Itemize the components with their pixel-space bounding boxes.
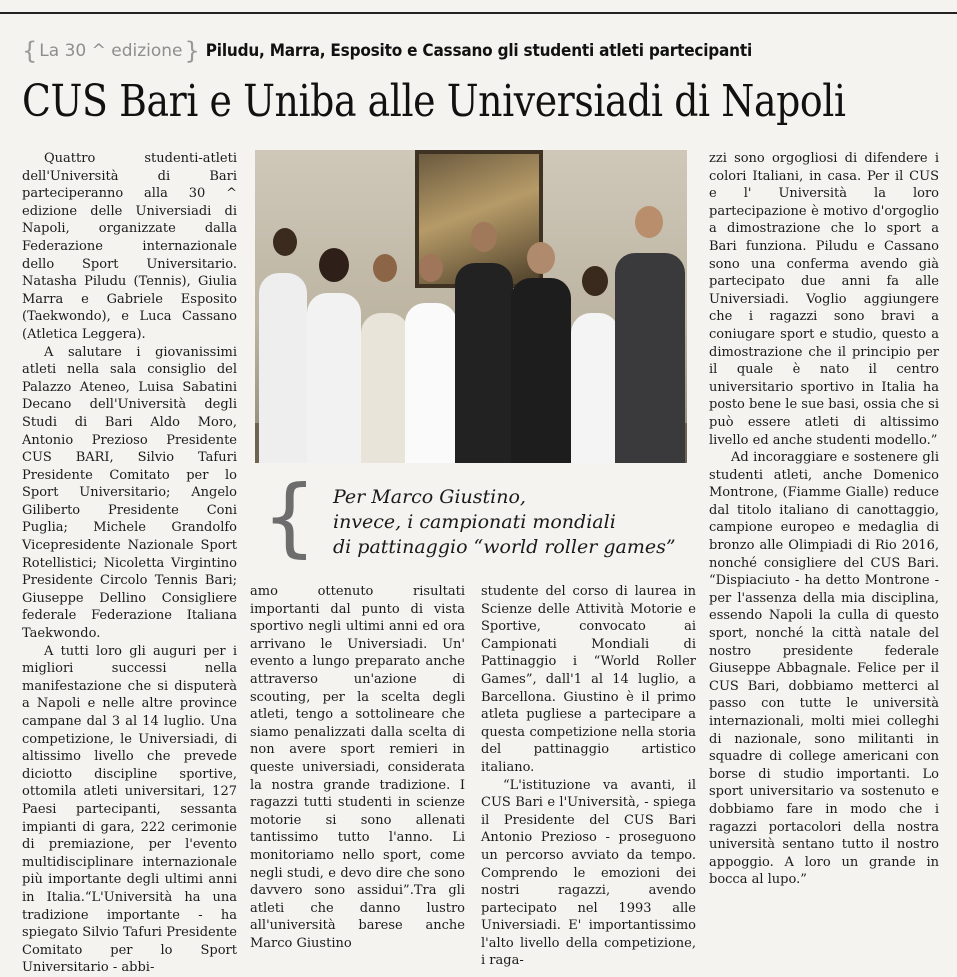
paragraph: amo ottenuto risultati importanti dal punto di vista sportivo negli ultimi anni ed ora arrivano le Universiadi. Un' evento a lungo preparato anche attraverso un'azione di scouting, per la scelta degli atleti, tengo a sottolineare che siamo penalizzati dalla scelta di non avere sport remieri in queste universiadi, considerata la nostra grande tradizione. I ragazzi tutti studenti in scienze motorie si sono allenati tantissimo tutto l'anno. Li monitoriamo nello sport, come negli studi, e devo dire che sono davvero sono assidui”.Tra gli atleti che danno lustro all'università barese anche Marco Giustino [250, 584, 465, 951]
group-photo [255, 150, 687, 463]
kicker [22, 34, 947, 68]
pull-quote [333, 485, 703, 560]
pull-quote-line: invece, i campionati mondiali [333, 511, 616, 533]
article-column-1 [22, 150, 237, 976]
paragraph: zzi sono orgogliosi di difendere i colori Italiani, in casa. Per il CUS e l' Università la loro partecipazione è motivo d'orgoglio a dimostrazione che lo sport a Bari funziona. Piludu e Cassano sono una conferma avendo già partecipato due anni fa alle Universiadi. Voglio aggiungere che i ragazzi sono bravi a coniugare sport e studio, questo a dimostrazione che il principio per il quale è nato il centro universitario sportivo in Italia ha posto bene le sue basi, ossia che si può essere atleti di altissimo livello ed anche studenti modello.” [709, 151, 939, 448]
pull-quote-brace: { [262, 467, 317, 567]
pull-quote-line: Per Marco Giustino, [333, 486, 526, 508]
paragraph: Quattro studenti-atleti dell'Università di Bari parteciperanno alla 30 ^ edizione delle Universiadi di Napoli, organizzate dalla Federazione internazionale dello Sport Universitario. Natasha Piludu (Tennis), Giulia Marra e Gabriele Esposito (Taekwondo), e Luca Cassano (Atletica Leggera). [22, 151, 237, 342]
kicker-brace-close: } [184, 37, 200, 65]
kicker-brace-open: { [22, 37, 38, 65]
article-column-3 [481, 583, 696, 969]
paragraph: A salutare i giovanissimi atleti nella sala consiglio del Palazzo Ateneo, Luisa Sabatini Decano dell'Università degli Studi di Bari Aldo Moro, Antonio Prezioso Presidente CUS BARI, Silvio Tafuri Presidente Comitato per lo Sport Universitario; Angelo Giliberto Presidente Coni Puglia; Michele Grandolfo Vicepresidente Nazionale Sport Rotellistici; Nicoletta Virgintino Presidente Circolo Tennis Bari; Giuseppe Dellino Consigliere federale Federazione Italiana Taekwondo. [22, 344, 237, 642]
article-column-2 [250, 583, 465, 951]
paragraph: studente del corso di laurea in Scienze delle Attività Motorie e Sportive, convocato ai Campionati Mondiali di Pattinaggio i “World Roller Games”, dall'1 al 14 luglio, a Barcellona. Giustino è il primo atleta pugliese a partecipare a questa competizione nella storia del pattinaggio artistico italiano. [481, 584, 696, 775]
paragraph: “L'istituzione va avanti, il CUS Bari e l'Università, - spiega il Presidente del CUS Bari Antonio Prezioso - proseguono un percorso avviato da tempo. Comprendo le emozioni dei nostri ragazzi, avendo partecipato nel 1993 alle Universiadi. E' importantissimo l'alto livello della competizione, i raga- [481, 777, 696, 969]
top-rule [0, 12, 957, 14]
paragraph: Ad incoraggiare e sostenere gli studenti atleti, anche Domenico Montrone, (Fiamme Gialle) reduce dal titolo italiano di canottaggio, campione europeo e medaglia di bronzo alle Olimpiadi di Rio 2016, nonché consigliere del CUS Bari. “Dispiaciuto - ha detto Montrone - per l'assenza della mia disciplina, essendo Napoli la culla di questo sport, nonché la città natale del nostro presidente federale Giuseppe Abbagnale. Felice per il CUS Bari, dobbiamo metterci al passo con tutte le università internazionali, molti miei colleghi di nazionale, sono militanti in squadre di college americani con borse di studio importanti. Lo sport universitario va sostenuto e dobbiamo fare in modo che i ragazzi portacolori della nostra università sentano tutto il nostro appoggio. A loro un grande in bocca al lupo.” [709, 450, 939, 888]
article-column-4 [709, 150, 939, 930]
paragraph: A tutti loro gli auguri per i migliori successi nella manifestazione che si disputerà a Napoli e nelle altre province campane dal 3 al 14 luglio. Una competizione, le Universiadi, di altissimo livello che prevede diciotto discipline sportive, ottomila atleti universitari, 127 Paesi partecipanti, sessanta impianti di gara, 222 cerimonie di premiazione, per l'evento multidisciplinare internazionale più importante degli ultimi anni in Italia.“L'Università ha una tradizione importante - ha spiegato Silvio Tafuri Presidente Comitato per lo Sport Universitario - abbi- [22, 643, 237, 976]
pull-quote-line: di pattinaggio “world roller games” [333, 536, 676, 558]
edition-label: La 30 ^ edizione [39, 41, 183, 61]
kicker-subtitle: Piludu, Marra, Esposito e Cassano gli studenti atleti partecipanti [205, 41, 752, 61]
headline: CUS Bari e Uniba alle Universiadi di Napoli [22, 76, 846, 127]
